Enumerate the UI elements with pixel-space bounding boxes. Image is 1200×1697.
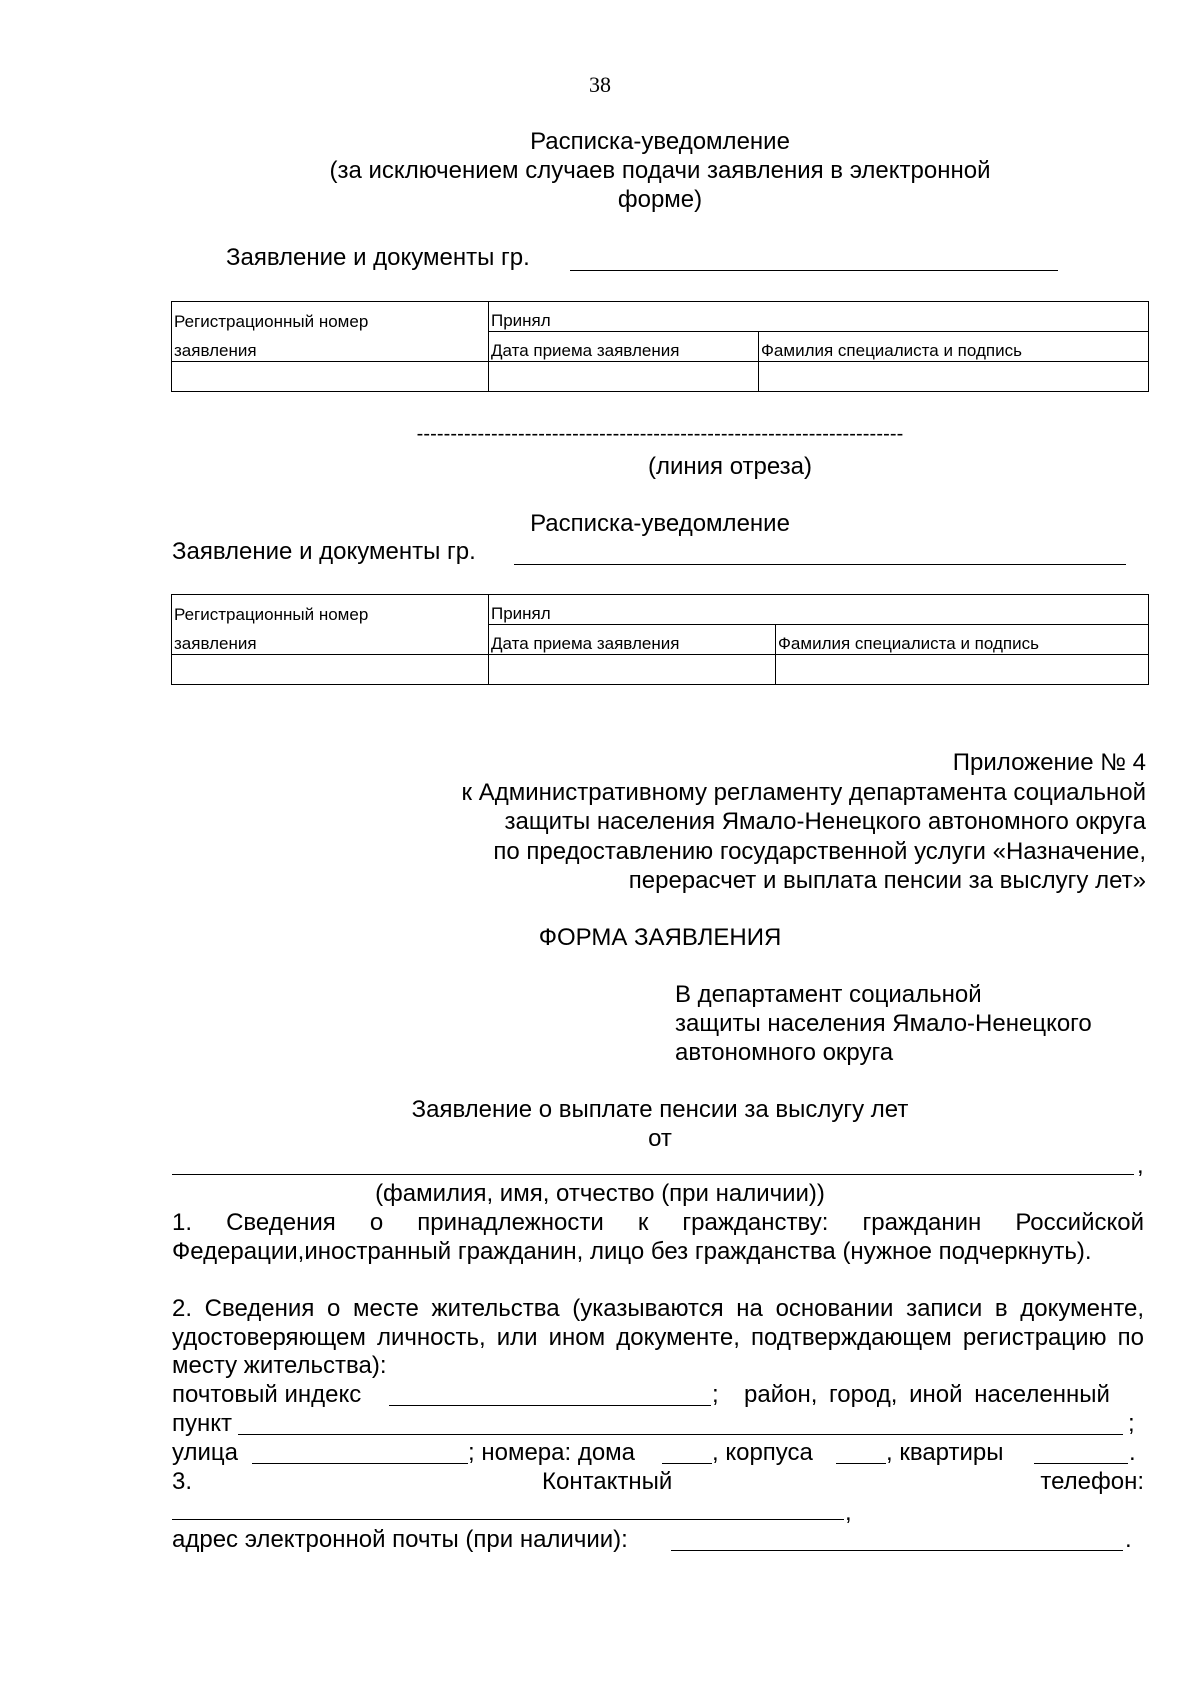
section-3-contact: Контактный: [542, 1468, 673, 1495]
applicant-name-field[interactable]: [172, 1150, 1134, 1175]
receipt2-applicant-field[interactable]: [514, 564, 1126, 565]
receipt1-subtitle-2: форме): [617, 186, 703, 213]
appendix-line-2: к Административному регламенту департамента социальной: [461, 778, 1146, 806]
receipt2-reg-number-label-2: заявления: [172, 625, 489, 655]
addressee-line-1: В департамент социальной: [675, 981, 982, 1008]
receipt1-reg-number-label-1: Регистрационный номер: [172, 302, 489, 332]
appendix-line-1: Приложение № 4: [952, 749, 1146, 776]
addressee-line-2: защиты населения Ямало-Ненецкого: [675, 1010, 1092, 1037]
postal-line: почтовый индекс ; район, город, иной населенный: [172, 1381, 1110, 1408]
name-caption: (фамилия, имя, отчество (при наличии)): [375, 1180, 825, 1207]
receipt1-applicant-field[interactable]: [570, 270, 1058, 271]
name-comma: ,: [1137, 1152, 1144, 1179]
appendix-line-4: по предоставлению государственной услуги «Назначение,: [493, 837, 1146, 865]
receipt2-accepted-label: Принял: [489, 595, 1149, 625]
building-label: , корпуса: [712, 1439, 813, 1466]
cut-line-dashes: ------------------------------------------------------------------------: [416, 423, 904, 445]
section-3-line: [172, 1468, 1144, 1496]
district-label: район, город, иной населенный: [744, 1381, 1110, 1408]
receipt2-title: Расписка-уведомление: [530, 510, 790, 537]
section-3-phone: телефон:: [1040, 1468, 1144, 1495]
receipt2-specialist-cell[interactable]: [776, 655, 1149, 685]
receipt1-reg-number-label-2: заявления: [172, 332, 489, 362]
building-field[interactable]: [836, 1441, 886, 1464]
receipt2-applicant-label: Заявление и документы гр.: [172, 538, 476, 565]
section-3-number: 3.: [172, 1468, 193, 1495]
appendix-line-3: защиты населения Ямало-Ненецкого автономного округа: [504, 808, 1146, 835]
apartment-field[interactable]: [1034, 1441, 1128, 1464]
street-field[interactable]: [252, 1441, 468, 1464]
house-label: ; номера: дома: [468, 1439, 636, 1466]
email-field[interactable]: [671, 1528, 1123, 1551]
receipt1-specialist-cell[interactable]: [759, 362, 1149, 392]
receipt1-subtitle-1: (за исключением случаев подачи заявления в электронной: [329, 157, 991, 184]
application-from: от: [648, 1125, 672, 1152]
receipt1-applicant-label: Заявление и документы гр.: [226, 244, 530, 271]
receipt2-date-label: Дата приема заявления: [489, 625, 776, 655]
section-2: 2. Сведения о месте жительства (указываются на основании записи в документе, удостоверяющем личность, или ином документе, подтверждающем регистрацию по месту жительства):: [172, 1295, 1144, 1379]
receipt1-accepted-label: Принял: [489, 302, 1149, 332]
receipt1-reg-number-cell[interactable]: [172, 362, 489, 392]
section-1: 1. Сведения о принадлежности к гражданству: гражданин Российской Федерации,иностранный гражданин, лицо без гражданства (нужное подчеркнуть).: [172, 1209, 1144, 1265]
page-number: 38: [589, 72, 611, 97]
form-title: ФОРМА ЗАЯВЛЕНИЯ: [538, 924, 782, 951]
phone-field[interactable]: [172, 1497, 844, 1520]
postal-index-field[interactable]: [389, 1383, 711, 1406]
locality-line: пункт ;: [172, 1410, 1135, 1437]
receipt1-table: [171, 301, 1149, 392]
street-label: улица: [172, 1439, 238, 1466]
street-line: улица ; номера: дома , корпуса , квартиры .: [172, 1439, 1136, 1466]
receipt1-date-label: Дата приема заявления: [489, 332, 759, 362]
receipt1-title: Расписка-уведомление: [530, 128, 790, 155]
house-field[interactable]: [662, 1441, 712, 1464]
application-title: Заявление о выплате пенсии за выслугу лет: [411, 1096, 909, 1123]
addressee-line-3: автономного округа: [675, 1039, 894, 1066]
phone-comma: ,: [845, 1499, 852, 1526]
locality-field[interactable]: [238, 1412, 1123, 1435]
receipt2-table: [171, 594, 1149, 685]
receipt2-reg-number-cell[interactable]: [172, 655, 489, 685]
apartment-label: , квартиры: [886, 1439, 1004, 1466]
locality-label: пункт: [172, 1410, 233, 1437]
appendix-line-5: перерасчет и выплата пенсии за выслугу лет»: [628, 867, 1146, 894]
postal-index-label: почтовый индекс: [172, 1381, 362, 1408]
receipt1-specialist-label: Фамилия специалиста и подпись: [759, 332, 1149, 362]
cut-line-label: (линия отреза): [647, 453, 813, 480]
receipt2-specialist-label: Фамилия специалиста и подпись: [776, 625, 1149, 655]
receipt2-date-cell[interactable]: [489, 655, 776, 685]
receipt1-date-cell[interactable]: [489, 362, 759, 392]
email-period: .: [1125, 1526, 1132, 1553]
addressee-block: [675, 980, 1092, 1067]
appendix-block: [300, 748, 1146, 896]
receipt2-reg-number-label-1: Регистрационный номер: [172, 595, 489, 625]
email-label: адрес электронной почты (при наличии):: [172, 1526, 628, 1553]
